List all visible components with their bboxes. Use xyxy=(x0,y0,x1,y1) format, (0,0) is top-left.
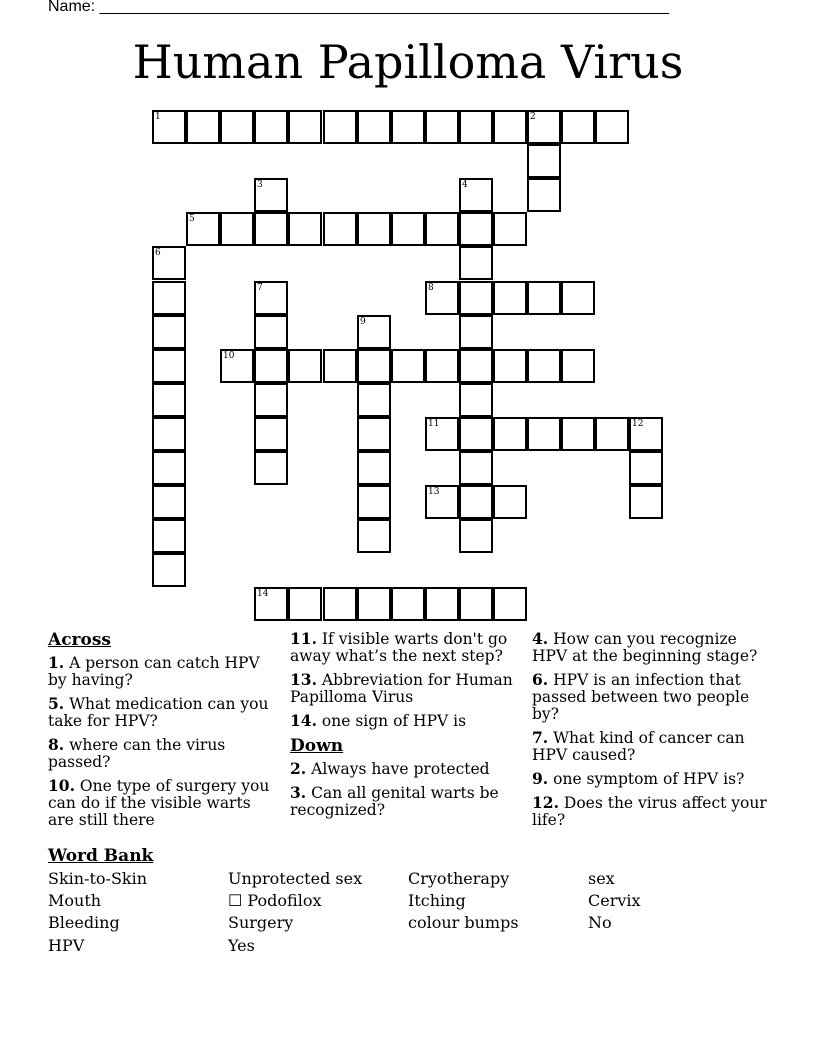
clue-number: 3. xyxy=(290,783,307,802)
clue-text: where can the virus passed? xyxy=(48,736,226,771)
word-bank-item: Surgery xyxy=(228,913,294,932)
clue-number: 1. xyxy=(48,653,65,672)
clue-number: 11. xyxy=(290,629,317,648)
cell-number: 13 xyxy=(428,487,440,497)
clue-across-8 xyxy=(48,736,280,771)
crossword-cell[interactable] xyxy=(493,349,527,383)
clue-across-14 xyxy=(290,712,522,730)
crossword-cell[interactable] xyxy=(425,281,459,315)
crossword-cell[interactable] xyxy=(220,110,254,144)
crossword-cell[interactable] xyxy=(459,110,493,144)
crossword-cell[interactable] xyxy=(595,417,629,451)
crossword-cell[interactable] xyxy=(254,417,288,451)
clue-text: What kind of cancer can HPV caused? xyxy=(532,729,745,764)
clue-text: one sign of HPV is xyxy=(321,712,467,730)
cell-number: 5 xyxy=(189,214,195,224)
crossword-cell[interactable] xyxy=(288,212,322,246)
cell-number: 8 xyxy=(428,283,434,293)
crossword-cell[interactable] xyxy=(152,383,186,417)
cell-number: 3 xyxy=(257,180,263,190)
name-field[interactable]: Name: ________________________________________________________________ xyxy=(48,0,670,15)
cell-number: 2 xyxy=(530,112,536,122)
crossword-cell[interactable] xyxy=(152,451,186,485)
crossword-cell[interactable] xyxy=(629,417,663,451)
crossword-cell[interactable] xyxy=(459,519,493,553)
crossword-cell[interactable] xyxy=(459,451,493,485)
crossword-cell[interactable] xyxy=(323,587,357,621)
crossword-cell[interactable] xyxy=(152,519,186,553)
cell-number: 6 xyxy=(155,248,161,258)
word-bank-item: Mouth xyxy=(48,891,102,910)
word-bank-item: ☐ Podofilox xyxy=(228,891,322,910)
crossword-cell[interactable] xyxy=(357,485,391,519)
clue-number: 5. xyxy=(48,694,65,713)
clue-down-12 xyxy=(532,794,772,829)
clue-across-1 xyxy=(48,654,280,689)
crossword-cell[interactable] xyxy=(459,178,493,212)
crossword-cell[interactable] xyxy=(527,281,561,315)
clue-number: 9. xyxy=(532,769,549,788)
crossword-cell[interactable] xyxy=(254,281,288,315)
cell-number: 11 xyxy=(428,419,440,429)
crossword-cell[interactable] xyxy=(425,485,459,519)
crossword-cell[interactable] xyxy=(493,212,527,246)
clue-text: How can you recognize HPV at the beginning stage? xyxy=(532,630,758,665)
clue-number: 13. xyxy=(290,670,317,689)
crossword-cell[interactable] xyxy=(459,485,493,519)
crossword-cell[interactable] xyxy=(152,485,186,519)
crossword-cell[interactable] xyxy=(391,110,425,144)
clue-number: 7. xyxy=(532,728,549,747)
clue-across-13 xyxy=(290,671,522,706)
cell-number: 4 xyxy=(462,180,468,190)
clue-text: A person can catch HPV by having? xyxy=(48,654,260,689)
crossword-cell[interactable] xyxy=(459,246,493,280)
crossword-cell[interactable] xyxy=(254,451,288,485)
clue-down-4 xyxy=(532,630,772,665)
crossword-cell[interactable] xyxy=(152,315,186,349)
crossword-cell[interactable] xyxy=(391,587,425,621)
crossword-cell[interactable] xyxy=(493,485,527,519)
word-bank-item: Skin-to-Skin xyxy=(48,869,148,888)
clues-column-3 xyxy=(532,630,772,835)
crossword-cell[interactable] xyxy=(357,451,391,485)
crossword-cell[interactable] xyxy=(459,417,493,451)
crossword-cell[interactable] xyxy=(186,110,220,144)
crossword-cell[interactable] xyxy=(459,281,493,315)
clue-number: 4. xyxy=(532,629,549,648)
clues-column-1 xyxy=(48,630,280,835)
clue-down-2 xyxy=(290,760,522,778)
word-bank-item: Unprotected sex xyxy=(228,869,363,888)
clue-text: Abbreviation for Human Papilloma Virus xyxy=(290,671,513,706)
crossword-cell[interactable] xyxy=(357,212,391,246)
crossword-cell[interactable] xyxy=(152,246,186,280)
crossword-cell[interactable] xyxy=(527,178,561,212)
crossword-cell[interactable] xyxy=(357,587,391,621)
down-heading: Down xyxy=(290,736,344,756)
crossword-cell[interactable] xyxy=(391,349,425,383)
crossword-cell[interactable] xyxy=(220,212,254,246)
crossword-cell[interactable] xyxy=(629,451,663,485)
clue-number: 10. xyxy=(48,776,75,795)
clue-across-11 xyxy=(290,630,522,665)
crossword-cell[interactable] xyxy=(357,519,391,553)
crossword-cell[interactable] xyxy=(527,349,561,383)
crossword-cell[interactable] xyxy=(459,383,493,417)
crossword-cell[interactable] xyxy=(152,553,186,587)
crossword-cell[interactable] xyxy=(527,417,561,451)
crossword-cell[interactable] xyxy=(561,281,595,315)
cell-number: 7 xyxy=(257,283,263,293)
crossword-cell[interactable] xyxy=(254,110,288,144)
word-bank-item: sex xyxy=(588,869,615,888)
crossword-cell[interactable] xyxy=(254,315,288,349)
word-bank-item: Yes xyxy=(228,936,255,955)
crossword-cell[interactable] xyxy=(254,349,288,383)
crossword-cell[interactable] xyxy=(425,110,459,144)
crossword-cell[interactable] xyxy=(220,349,254,383)
word-bank-item: colour bumps xyxy=(408,913,519,932)
crossword-cell[interactable] xyxy=(152,349,186,383)
clue-text: What medication can you take for HPV? xyxy=(48,695,269,730)
crossword-cell[interactable] xyxy=(425,417,459,451)
crossword-cell[interactable] xyxy=(493,417,527,451)
cell-number: 14 xyxy=(257,589,269,599)
clue-text: If visible warts don't go away what’s the next step? xyxy=(290,630,508,665)
clue-down-3 xyxy=(290,784,522,819)
crossword-cell[interactable] xyxy=(561,110,595,144)
clue-text: Can all genital warts be recognized? xyxy=(290,784,499,819)
clue-across-10 xyxy=(48,777,280,829)
crossword-cell[interactable] xyxy=(152,110,186,144)
crossword-cell[interactable] xyxy=(288,349,322,383)
crossword-cell[interactable] xyxy=(493,110,527,144)
crossword-cell[interactable] xyxy=(323,349,357,383)
crossword-cell[interactable] xyxy=(561,417,595,451)
page-title: Human Papilloma Virus xyxy=(132,35,684,89)
clue-number: 14. xyxy=(290,711,317,730)
crossword-cell[interactable] xyxy=(493,587,527,621)
crossword-cell[interactable] xyxy=(425,212,459,246)
crossword-cell[interactable] xyxy=(493,281,527,315)
crossword-cell[interactable] xyxy=(527,144,561,178)
clue-number: 12. xyxy=(532,793,559,812)
clue-number: 8. xyxy=(48,735,65,754)
clue-across-5 xyxy=(48,695,280,730)
crossword-cell[interactable] xyxy=(459,349,493,383)
crossword-cell[interactable] xyxy=(288,587,322,621)
across-heading: Across xyxy=(48,630,111,650)
word-bank-item: Itching xyxy=(408,891,466,910)
clue-down-9 xyxy=(532,770,772,788)
crossword-cell[interactable] xyxy=(459,587,493,621)
crossword-cell[interactable] xyxy=(425,587,459,621)
crossword-cell[interactable] xyxy=(152,417,186,451)
crossword-cell[interactable] xyxy=(254,587,288,621)
word-bank-heading: Word Bank xyxy=(48,846,154,866)
crossword-cell[interactable] xyxy=(357,417,391,451)
crossword-cell[interactable] xyxy=(254,383,288,417)
clue-text: One type of surgery you can do if the visible warts are still there xyxy=(48,777,270,829)
clue-text: Does the virus affect your life? xyxy=(532,794,767,829)
crossword-cell[interactable] xyxy=(629,485,663,519)
crossword-cell[interactable] xyxy=(254,212,288,246)
crossword-cell[interactable] xyxy=(323,110,357,144)
cell-number: 1 xyxy=(155,112,161,122)
word-bank-item: Cryotherapy xyxy=(408,869,510,888)
clue-down-7 xyxy=(532,729,772,764)
crossword-cell[interactable] xyxy=(288,110,322,144)
crossword-cell[interactable] xyxy=(561,349,595,383)
crossword-cell[interactable] xyxy=(186,212,220,246)
crossword-cell[interactable] xyxy=(425,349,459,383)
cell-number: 12 xyxy=(632,419,644,429)
clue-down-6 xyxy=(532,671,772,723)
clue-text: HPV is an infection that passed between two people by? xyxy=(532,671,750,723)
word-bank-item: HPV xyxy=(48,936,85,955)
crossword-cell[interactable] xyxy=(459,315,493,349)
clue-text: one symptom of HPV is? xyxy=(553,770,745,788)
crossword-cell[interactable] xyxy=(391,212,425,246)
clue-text: Always have protected xyxy=(311,760,490,778)
word-bank-item: Cervix xyxy=(588,891,641,910)
crossword-cell[interactable] xyxy=(357,110,391,144)
cell-number: 10 xyxy=(223,351,235,361)
crossword-cell[interactable] xyxy=(459,212,493,246)
crossword-cell[interactable] xyxy=(357,349,391,383)
cell-number: 9 xyxy=(360,317,366,327)
clue-number: 6. xyxy=(532,670,549,689)
crossword-cell[interactable] xyxy=(527,110,561,144)
crossword-cell[interactable] xyxy=(152,281,186,315)
crossword-cell[interactable] xyxy=(595,110,629,144)
clue-number: 2. xyxy=(290,759,307,778)
word-bank-item: No xyxy=(588,913,612,932)
clues-column-2 xyxy=(290,630,522,825)
crossword-cell[interactable] xyxy=(357,383,391,417)
word-bank-item: Bleeding xyxy=(48,913,120,932)
crossword-cell[interactable] xyxy=(357,315,391,349)
crossword-cell[interactable] xyxy=(254,178,288,212)
crossword-cell[interactable] xyxy=(323,212,357,246)
